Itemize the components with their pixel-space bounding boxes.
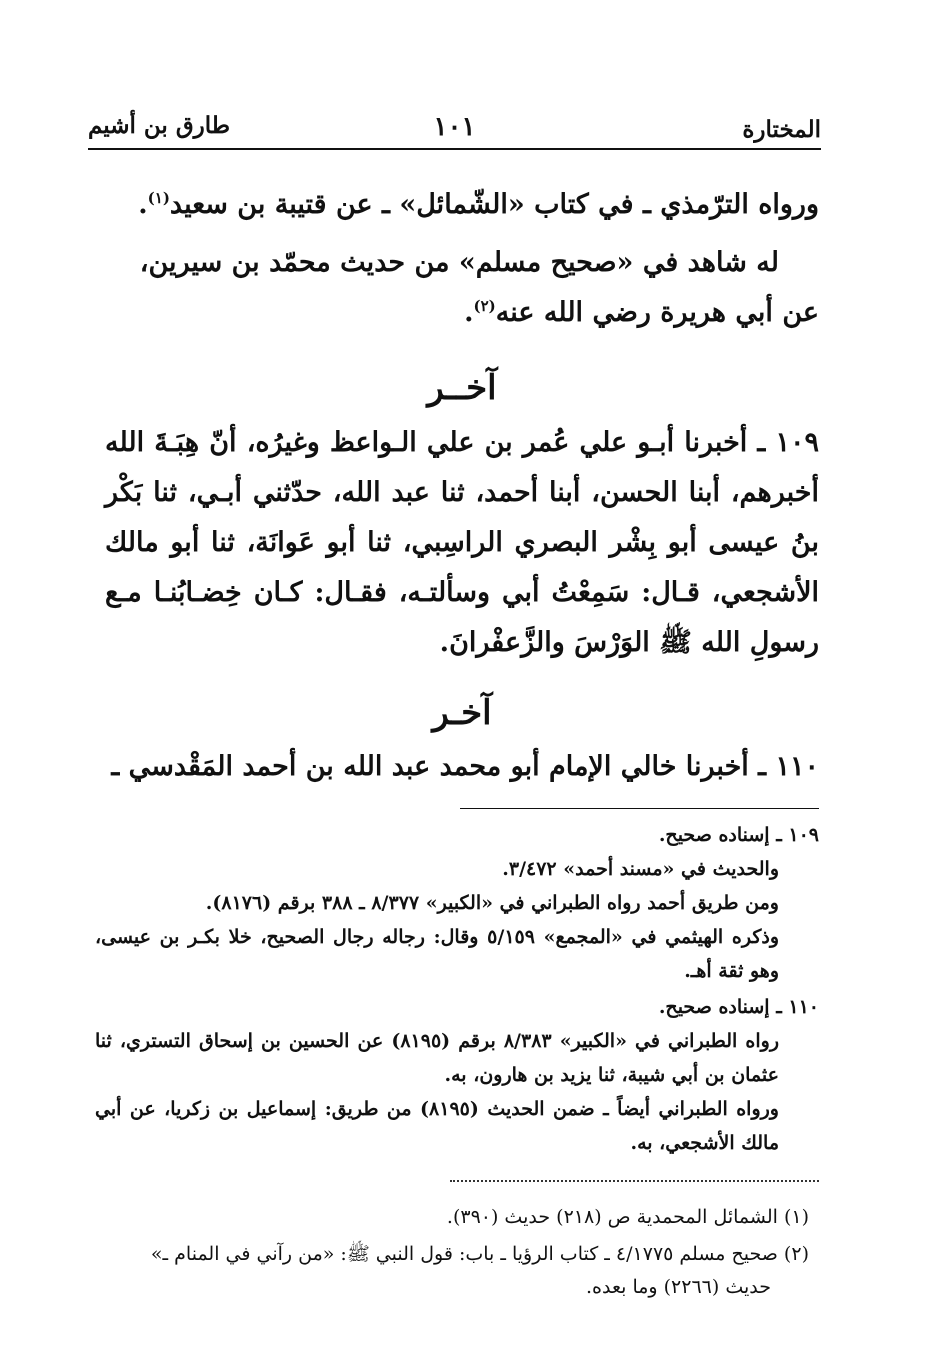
note-110 bbox=[95, 990, 819, 1160]
header-chapter-title: طارق بن أشيم bbox=[88, 112, 231, 139]
header-rule bbox=[88, 148, 821, 150]
paragraph-end: . bbox=[138, 189, 148, 220]
page-number: ١٠١ bbox=[433, 112, 476, 142]
note-head: ١١٠ ـ إسناده صحيح. bbox=[658, 996, 819, 1018]
note-line: والحديث في «مسند أحمد» ٣/٤٧٢. bbox=[502, 858, 779, 880]
footnote-1: (١) الشمائل المحمدية ص (٢١٨) حديث (٣٩٠). bbox=[446, 1206, 809, 1228]
note-line: ومن طريق أحمد رواه الطبراني في «الكبير» ٨/٣٧٧ ـ ٣٨٨ برقم (٨١٧٦). bbox=[205, 892, 779, 914]
footnote-ref-2[interactable]: (٢) bbox=[473, 297, 496, 315]
footnote-ref-1[interactable]: (١) bbox=[147, 189, 170, 207]
section-heading-2: آخـر bbox=[432, 693, 492, 733]
note-109 bbox=[95, 818, 819, 988]
note-line: وذكره الهيثمي في «المجمع» ٥/١٥٩ وقال: رجاله رجال الصحيح، خلا بكـر بن عيسى، وهو ثقة أهـ. bbox=[95, 926, 780, 982]
note-line: رواه الطبراني في «الكبير» ٨/٣٨٣ برقم (٨١٩٥) عن الحسين بن إسحاق التستري، ثنا عثمان بن أبي شيبة، ثنا يزيد بن هارون، به. bbox=[95, 1030, 780, 1086]
paragraph-shahid bbox=[105, 238, 819, 338]
paragraph-tirmidhi bbox=[105, 180, 819, 230]
header-book-title: المختارة bbox=[742, 116, 821, 143]
hadith-110: ١١٠ ـ أخبرنا خالي الإمام أبو محمد عبد الله بن أحمد المَقْدسي ـ bbox=[111, 751, 819, 782]
note-head: ١٠٩ ـ إسناده صحيح. bbox=[658, 824, 819, 846]
paragraph-text: ورواه الترّمذي ـ في كتاب «الشّمائل» ـ عن قتيبة بن سعيد bbox=[169, 189, 819, 220]
footnote-2 bbox=[100, 1238, 809, 1304]
hadith-109: ١٠٩ ـ أخبرنا أبـو علي عُمر بن علي الـواعظ وغيرُه، أنّ هِبَـةَ الله أخبرهم، أبنا الحسن، أبنا أحمد، ثنا عبد الله، حدّثني أبـي، ثنا بَكْر بنُ عيسى أبو بِشْر البصري الراسِبي، ثنا أبو عَوانَة، ثنا أبو مالك الأشجعي، قـال: سَمِعْتُ أبي وسألتـه، فقـال: كـان خِضـابُنـا مـع رسولِ الله ﷺ الوَرْسَ والزَّعفْرانَ. bbox=[105, 427, 819, 658]
footnote-2-line-1: (٢) صحيح مسلم ٤/١٧٧٥ ـ كتاب الرؤيا ـ باب: قول النبي ﷺ: «من رآني في المنام ـ» bbox=[150, 1243, 809, 1265]
note-line: ورواه الطبراني أيضاً ـ ضمن الحديث (٨١٩٥) من طريق: إسماعيل بن زكريا، عن أبي مالك الأشجعي، به. bbox=[95, 1098, 779, 1154]
footnote-2-line-2: حديث (٢٢٦٦) وما بعده. bbox=[585, 1276, 771, 1298]
paragraph-end: . bbox=[464, 297, 474, 328]
notes-separator bbox=[460, 808, 819, 809]
paragraph-text: له شاهد في «صحيح مسلم» من حديث محمّد بن سيرين، عن أبي هريرة رضي الله عنه bbox=[139, 247, 819, 328]
section-heading-1: آخــر bbox=[427, 368, 497, 408]
footnotes-separator bbox=[450, 1180, 819, 1182]
page-header bbox=[88, 112, 821, 146]
